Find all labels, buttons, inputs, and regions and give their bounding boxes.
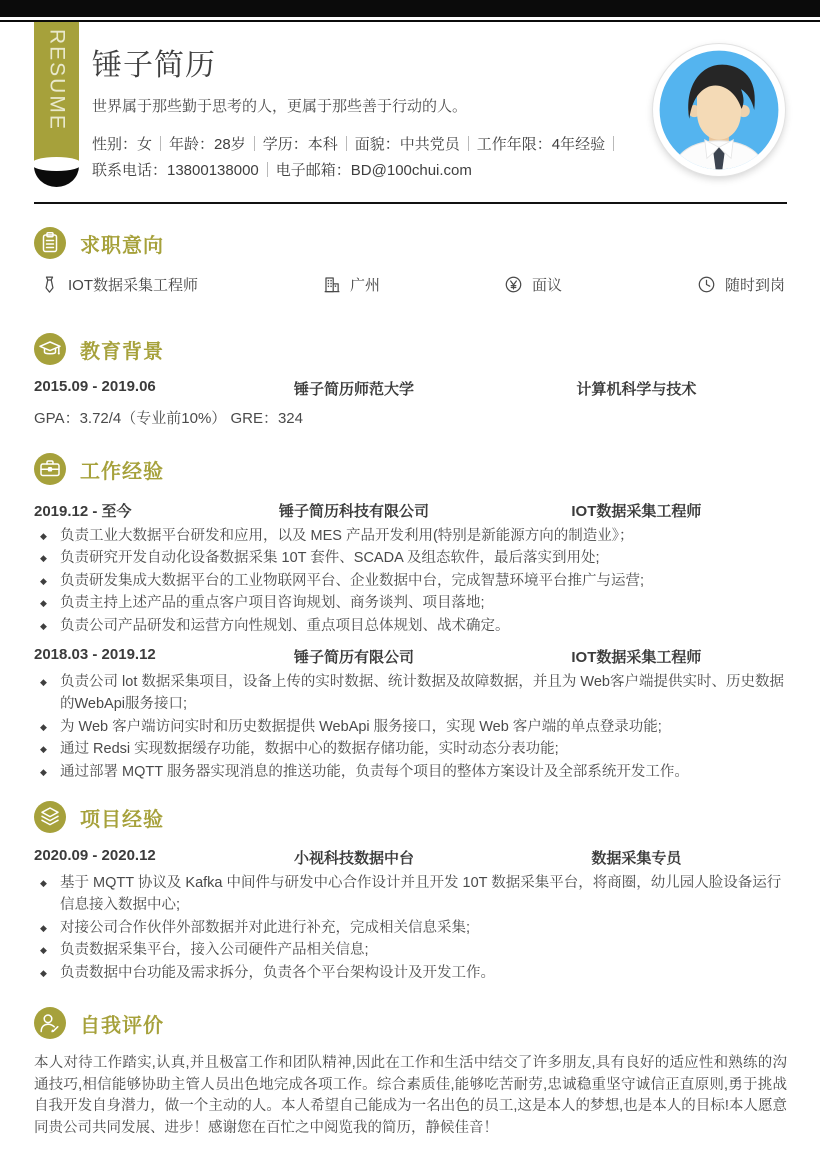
- diamond-bullet-icon: [40, 738, 47, 760]
- work-company: 锤子简历科技有限公司: [279, 503, 430, 520]
- section-header-project: [34, 801, 787, 833]
- info-age: 年龄：28岁: [169, 136, 246, 153]
- education-gpa: GPA：3.72/4（专业前10%） GRE：324: [34, 410, 303, 427]
- bullet-text: 负责工业大数据平台研发和应用，以及 MES 产品开发利用(特别是新能源方向的制造业》；: [60, 528, 634, 544]
- work-period: 2018.03 - 2019.12: [34, 646, 156, 664]
- layers-icon: [34, 801, 66, 833]
- avatar: [653, 44, 785, 176]
- intent-city: [322, 274, 380, 295]
- bullet-text: 负责研发集成大数据平台的工业物联网平台、企业数据中台，完成智慧环境平台推广与运营;: [60, 572, 645, 589]
- diamond-bullet-icon: [40, 615, 47, 637]
- bullet-item: [34, 671, 787, 716]
- top-rule-line: [0, 20, 820, 22]
- intent-position: [40, 274, 198, 295]
- education-school: 锤子简历师范大学: [294, 381, 415, 398]
- project-period: 2020.09 - 2020.12: [34, 847, 156, 865]
- info-email: 电子邮箱：BD@100chui.com: [275, 162, 472, 179]
- experience-row: [34, 847, 787, 868]
- diamond-bullet-icon: [40, 939, 47, 961]
- info-line-1: [92, 132, 637, 158]
- bullet-text: 基于 MQTT 协议及 Kafka 中间件与研发中心合作设计并且开发 10T 数据采集平台，将商圈，幼儿园人脸设备运行信息接入数据中心;: [60, 875, 782, 914]
- bullet-text: 负责数据采集平台，接入公司硬件产品相关信息;: [60, 942, 369, 959]
- work-role: IOT数据采集工程师: [571, 503, 702, 520]
- education-period: 2015.09 - 2019.06: [34, 378, 156, 395]
- separator: [254, 136, 255, 151]
- bullet-item: [34, 716, 787, 738]
- education-major: 计算机科学与技术: [576, 381, 697, 398]
- intent-availability-label: 随时到岗: [725, 277, 786, 294]
- candidate-name: 锤子简历: [92, 49, 216, 82]
- section-title: 教育背景: [80, 340, 164, 363]
- bullet-item: [34, 872, 787, 917]
- diamond-bullet-icon: [40, 962, 47, 984]
- person-pencil-icon: [34, 1007, 66, 1039]
- diamond-bullet-icon: [40, 671, 47, 693]
- work-bullet-list: [34, 671, 787, 783]
- bullet-text: 负责公司产品研发和运营方向性规划、重点项目总体规划、战术确定。: [60, 617, 510, 634]
- briefcase-icon: [34, 453, 66, 485]
- yen-circle-icon: [504, 275, 523, 294]
- section-header-job-intent: [34, 227, 787, 259]
- section-title: 工作经验: [80, 460, 164, 483]
- project-name: 小视科技数据中台: [294, 850, 415, 868]
- experience-row: [34, 646, 787, 667]
- section-title: 项目经验: [80, 808, 164, 831]
- bullet-item: [34, 547, 787, 569]
- separator: [468, 136, 469, 151]
- graduation-cap-icon: [34, 333, 66, 365]
- avatar-illustration: [653, 44, 785, 176]
- building-icon: [322, 275, 341, 294]
- bullet-item: [34, 615, 787, 637]
- bullet-text: 通过 Redsi 实现数据缓存功能，数据中心的数据存储功能，实时动态分表功能;: [60, 741, 559, 758]
- diamond-bullet-icon: [40, 592, 47, 614]
- diamond-bullet-icon: [40, 716, 47, 738]
- info-line-2: [92, 158, 637, 184]
- diamond-bullet-icon: [40, 570, 47, 592]
- intent-salary-label: 面议: [532, 277, 563, 294]
- bullet-item: [34, 738, 787, 760]
- education-row: [34, 378, 787, 399]
- bullet-item: [34, 939, 787, 961]
- header-divider: [34, 202, 787, 204]
- clipboard-icon: [34, 227, 66, 259]
- diamond-bullet-icon: [40, 547, 47, 569]
- diamond-bullet-icon: [40, 761, 47, 783]
- bullet-text: 通过部署 MQTT 服务器实现消息的推送功能，负责每个项目的整体方案设计及全部系统开发工作。: [60, 763, 689, 780]
- bullet-text: 为 Web 客户端访问实时和历史数据提供 WebApi 服务接口，实现 Web 客户端的单点登录功能;: [60, 718, 662, 735]
- separator: [267, 162, 268, 177]
- ribbon-tail-shape: [34, 166, 79, 187]
- bullet-text: 负责研究开发自动化设备数据采集 10T 套件、SCADA 及组态软件，最后落实到用处;: [60, 550, 600, 567]
- info-gender: 性别：女: [92, 136, 153, 153]
- top-black-bar: [0, 0, 820, 17]
- header-block: [92, 40, 637, 184]
- section-header-self-eval: [34, 1007, 787, 1039]
- bullet-text: 负责数据中台功能及需求拆分，负责各个平台架构设计及开发工作。: [60, 964, 495, 981]
- motto-text: 世界属于那些勤于思考的人，更属于那些善于行动的人。: [92, 98, 468, 115]
- experience-row: [34, 500, 787, 521]
- info-degree: 学历：本科: [262, 136, 338, 153]
- self-evaluation-text: 本人对待工作踏实,认真,并且极富工作和团队精神,因此在工作和生活中结交了许多朋友,具有良好的适应性和熟练的沟通技巧,相信能够协助主管人员出色地完成各项工作。综合素质佳,能够吃苦耐劳,忠诚稳重坚守诚信正直原则,勇于挑战自我开发自身潜力，做一个主动的人。本人希望自己能成为一名出色的员工,这是本人的梦想,也是本人的目标!本人愿意同贵公司共同发展、进步！感谢您在百忙之中阅览我的简历，静候佳音！: [34, 1055, 787, 1136]
- bullet-text: 对接公司合作伙伴外部数据并对此进行补充，完成相关信息采集;: [60, 919, 471, 936]
- work-company: 锤子简历有限公司: [294, 649, 415, 667]
- section-header-education: [34, 333, 787, 365]
- project-bullet-list: [34, 872, 787, 984]
- info-years: 工作年限：4年经验: [476, 136, 606, 153]
- intent-salary: [504, 274, 562, 295]
- bullet-item: [34, 592, 787, 614]
- intent-city-label: 广州: [350, 277, 381, 294]
- bullet-text: 负责公司 lot 数据采集项目，设备上传的实时数据、统计数据及故障数据，并且为 Web客户端提供实时、历史数据的WebApi服务接口;: [60, 674, 784, 713]
- resume-ribbon: [34, 22, 79, 163]
- bullet-item: [34, 525, 787, 547]
- clock-icon: [697, 275, 716, 294]
- bullet-item: [34, 917, 787, 939]
- tie-icon: [40, 275, 59, 294]
- separator: [613, 136, 614, 151]
- intent-availability: [697, 274, 785, 295]
- separator: [160, 136, 161, 151]
- diamond-bullet-icon: [40, 872, 47, 894]
- info-phone: 联系电话：13800138000: [92, 162, 259, 179]
- bullet-item: [34, 570, 787, 592]
- content: [34, 227, 787, 1139]
- project-role: 数据采集专员: [591, 850, 682, 868]
- bullet-text: 负责主持上述产品的重点客户项目咨询规划、商务谈判、项目落地;: [60, 595, 485, 612]
- work-period: 2019.12 - 至今: [34, 503, 132, 520]
- diamond-bullet-icon: [40, 525, 47, 547]
- work-role: IOT数据采集工程师: [571, 649, 702, 667]
- separator: [346, 136, 347, 151]
- intent-position-label: IOT数据采集工程师: [68, 277, 198, 294]
- info-political: 面貌：中共党员: [354, 136, 460, 153]
- resume-vertical-label: RESUME: [45, 29, 69, 131]
- bullet-item: [34, 962, 787, 984]
- diamond-bullet-icon: [40, 917, 47, 939]
- section-title: 求职意向: [80, 234, 164, 257]
- section-title: 自我评价: [80, 1014, 164, 1037]
- bullet-item: [34, 761, 787, 783]
- job-intent-row: [34, 274, 787, 298]
- section-header-work: [34, 453, 787, 485]
- work-bullet-list: [34, 525, 787, 637]
